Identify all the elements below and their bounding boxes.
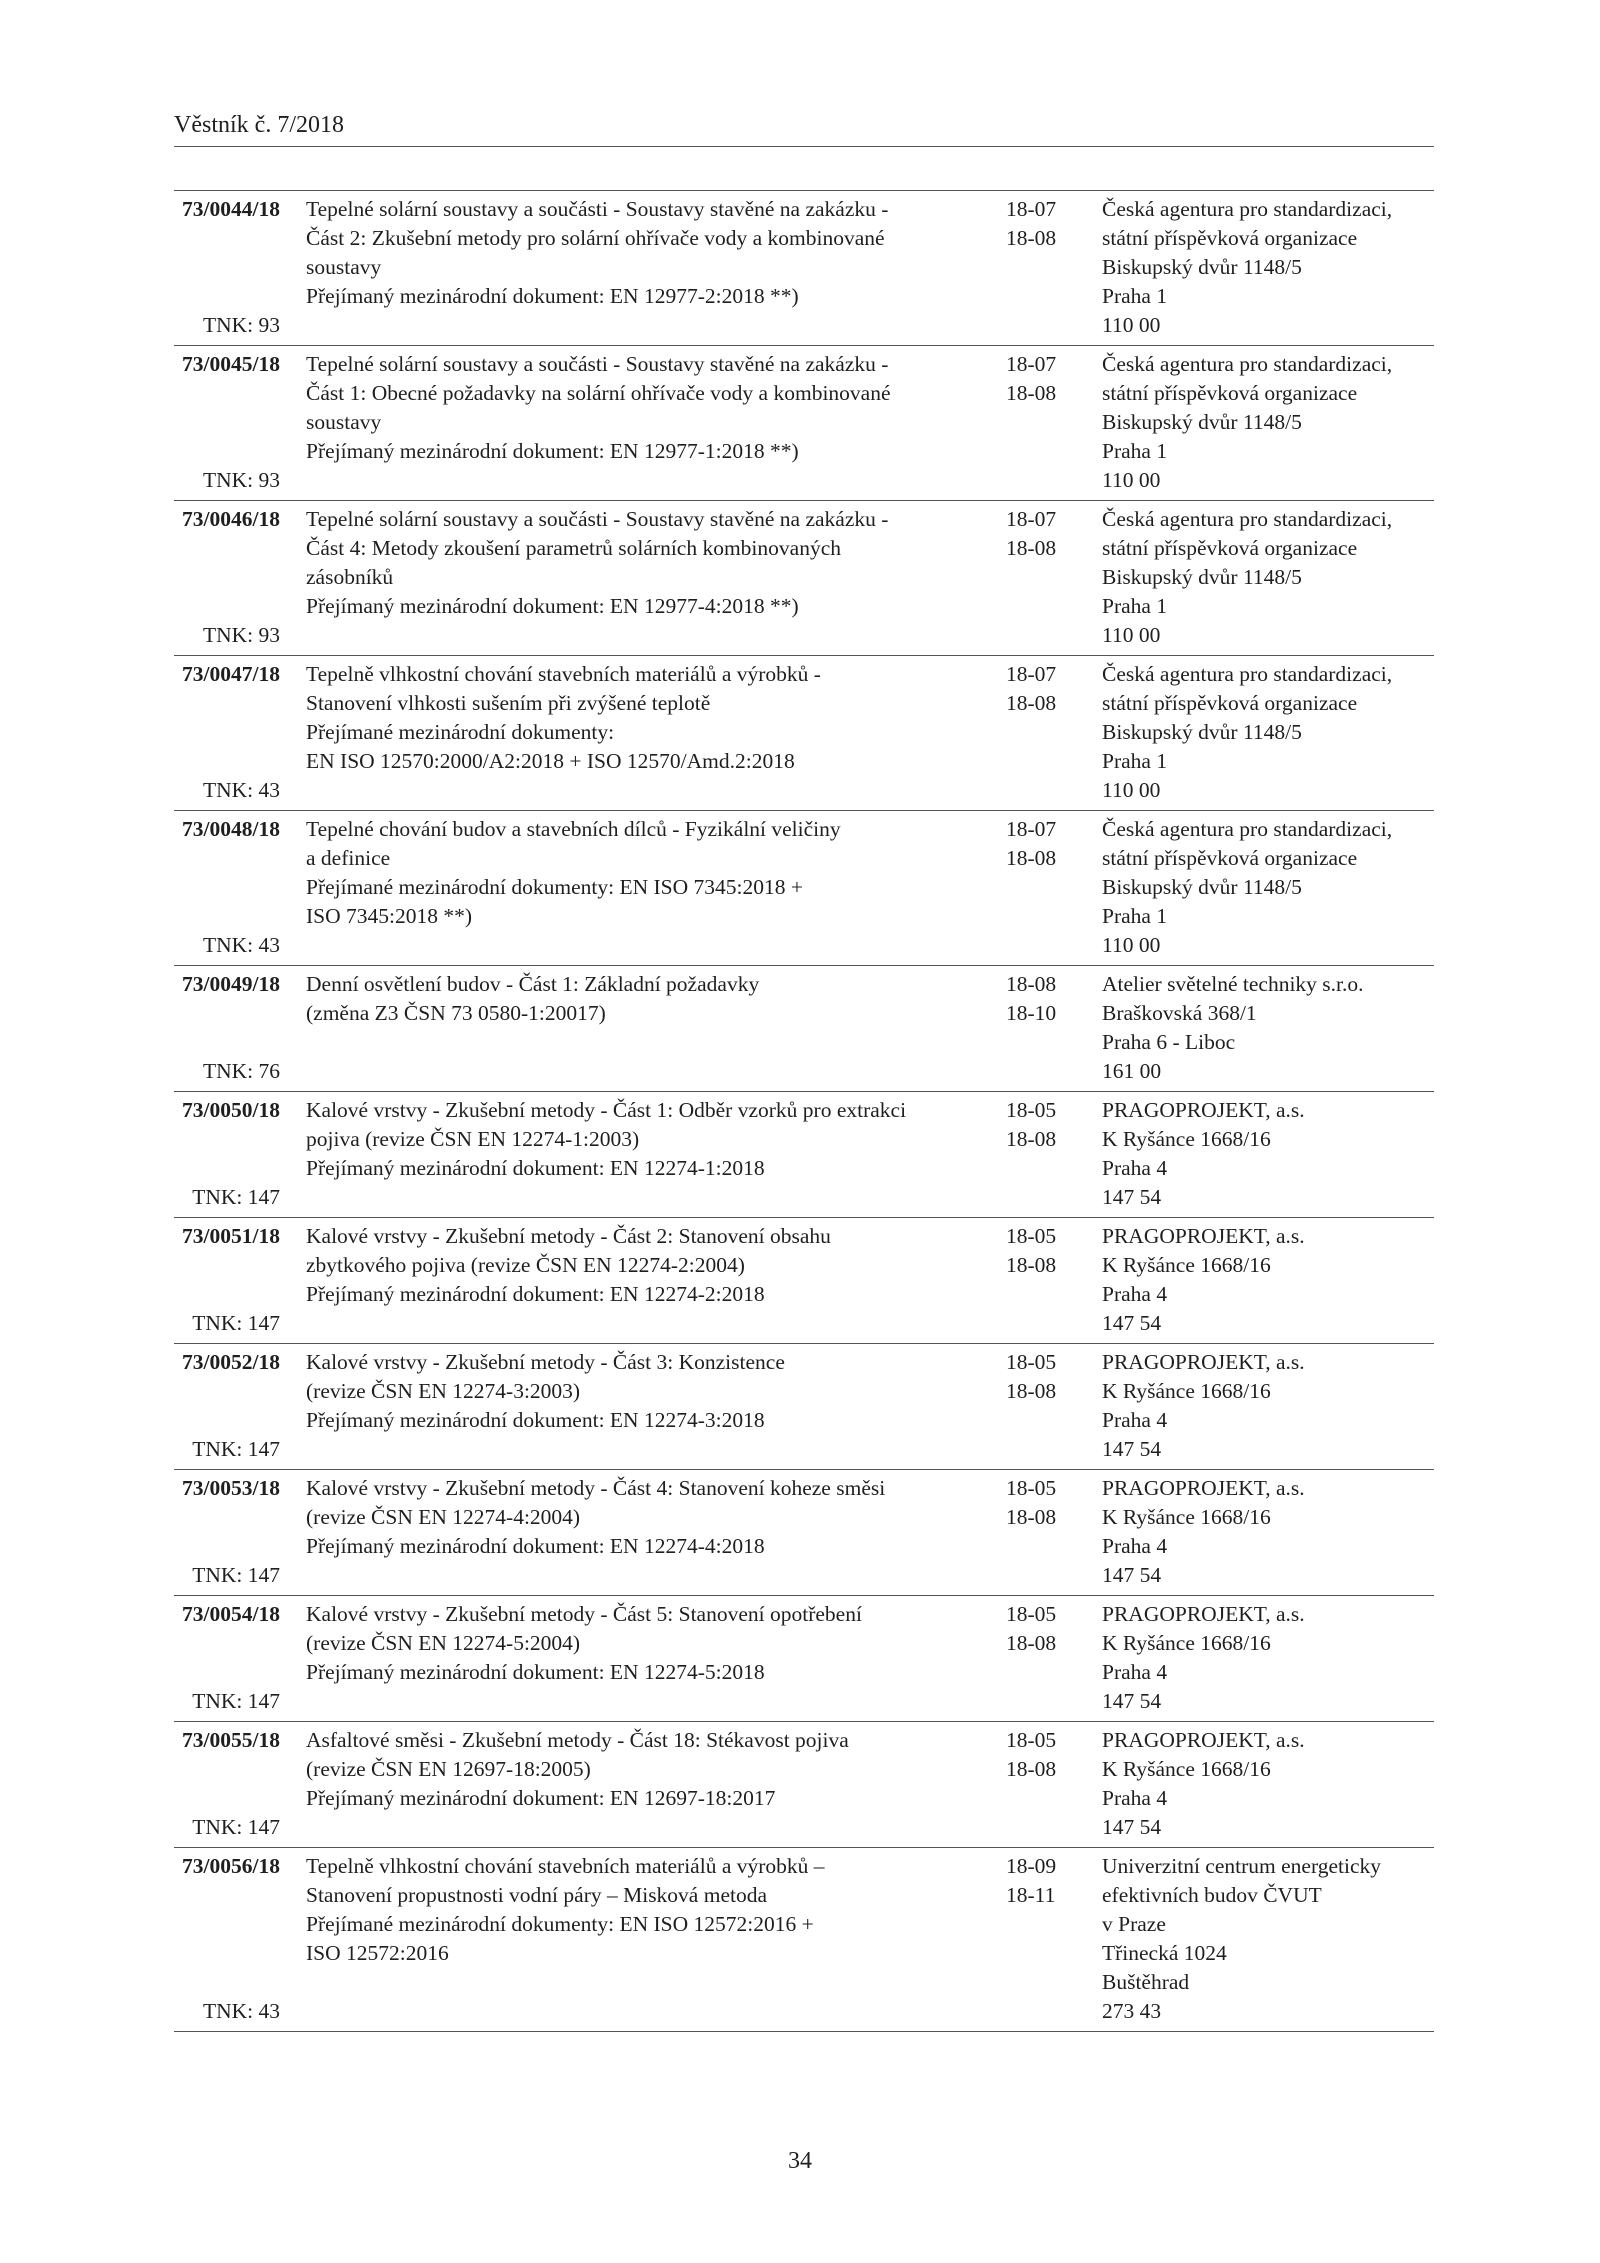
entry-tnk: TNK: 93 — [202, 468, 280, 492]
table-row — [174, 501, 1434, 656]
entry-organization-line: Univerzitní centrum energeticky — [1102, 1854, 1381, 1878]
entry-date: 18-09 — [1006, 1854, 1057, 1878]
entry-title-line: zásobníků — [306, 565, 394, 589]
entry-title — [294, 1222, 994, 1338]
entry-organization-line: 147 54 — [1102, 1185, 1162, 1209]
entry-title — [294, 350, 994, 495]
table-row — [174, 346, 1434, 501]
entry-title-line: Tepelně vlhkostní chování stavebních materiálů a výrobků - — [306, 662, 821, 686]
entry-organization-line: K Ryšánce 1668/16 — [1102, 1505, 1271, 1529]
entry-organization — [1090, 1222, 1434, 1338]
entry-organization-line: PRAGOPROJEKT, a.s. — [1102, 1476, 1305, 1500]
entry-number: 73/0046/18 — [182, 507, 280, 531]
entry-dates — [994, 505, 1090, 650]
entry-organization-line: Praha 1 — [1102, 439, 1168, 463]
entry-date: 18-08 — [1006, 846, 1057, 870]
entry-title-line: Asfaltové směsi - Zkušební metody - Část 18: Stékavost pojiva — [306, 1728, 849, 1752]
entry-title-line: zbytkového pojiva (revize ČSN EN 12274-2:2004) — [306, 1253, 745, 1277]
entry-title-line: Část 4: Metody zkoušení parametrů solárních kombinovaných — [306, 536, 841, 560]
entry-organization-line: PRAGOPROJEKT, a.s. — [1102, 1224, 1305, 1248]
entry-title-line: EN ISO 12570:2000/A2:2018 + ISO 12570/Amd.2:2018 — [306, 749, 795, 773]
entry-date: 18-08 — [1006, 1631, 1057, 1655]
entry-title-line: Denní osvětlení budov - Část 1: Základní požadavky — [306, 972, 760, 996]
entry-tnk: TNK: 43 — [202, 1999, 280, 2023]
table-row — [174, 656, 1434, 811]
entry-date: 18-08 — [1006, 1505, 1057, 1529]
entry-number: 73/0048/18 — [182, 817, 280, 841]
entry-date: 18-11 — [1006, 1883, 1056, 1907]
entry-date: 18-08 — [1006, 1253, 1057, 1277]
table-row — [174, 1722, 1434, 1848]
entry-id-column — [174, 1600, 294, 1716]
entry-organization-line: 110 00 — [1102, 933, 1161, 957]
entry-organization — [1090, 505, 1434, 650]
entry-organization-line: K Ryšánce 1668/16 — [1102, 1127, 1271, 1151]
entry-title-line: Přejímaný mezinárodní dokument: EN 12274-2:2018 — [306, 1282, 765, 1306]
entry-organization-line: 110 00 — [1102, 468, 1161, 492]
entry-tnk: TNK: 147 — [192, 1815, 280, 1839]
entry-dates — [994, 1474, 1090, 1590]
entry-tnk: TNK: 93 — [202, 623, 280, 647]
entry-date: 18-08 — [1006, 1757, 1057, 1781]
entry-number: 73/0049/18 — [182, 972, 280, 996]
entry-organization-line: Česká agentura pro standardizaci, — [1102, 197, 1393, 221]
entry-title-line: Tepelné chování budov a stavebních dílců - Fyzikální veličiny — [306, 817, 841, 841]
entry-organization-line: 110 00 — [1102, 313, 1161, 337]
entry-organization-line: PRAGOPROJEKT, a.s. — [1102, 1350, 1305, 1374]
entry-organization-line: Česká agentura pro standardizaci, — [1102, 352, 1393, 376]
entry-date: 18-05 — [1006, 1728, 1057, 1752]
entry-date: 18-07 — [1006, 817, 1057, 841]
entry-organization-line: Biskupský dvůr 1148/5 — [1102, 875, 1302, 899]
entry-organization-line: Praha 4 — [1102, 1156, 1168, 1180]
entry-title-line: Přejímaný mezinárodní dokument: EN 12274-4:2018 — [306, 1534, 765, 1558]
entry-organization-line: 147 54 — [1102, 1311, 1162, 1335]
entry-title-line: Tepelné solární soustavy a součásti - Soustavy stavěné na zakázku - — [306, 507, 889, 531]
entry-organization-line: 147 54 — [1102, 1689, 1162, 1713]
entry-organization — [1090, 1474, 1434, 1590]
entry-number: 73/0053/18 — [182, 1476, 280, 1500]
entry-dates — [994, 1600, 1090, 1716]
entry-title-line: Kalové vrstvy - Zkušební metody - Část 5: Stanovení opotřebení — [306, 1602, 862, 1626]
entry-dates — [994, 1222, 1090, 1338]
entry-date: 18-08 — [1006, 972, 1057, 996]
entry-number: 73/0044/18 — [182, 197, 280, 221]
entry-dates — [994, 1726, 1090, 1842]
entry-id-column — [174, 1726, 294, 1842]
entry-title-line: Přejímaný mezinárodní dokument: EN 12274-5:2018 — [306, 1660, 765, 1684]
entry-dates — [994, 1852, 1090, 2026]
entry-organization-line: Biskupský dvůr 1148/5 — [1102, 720, 1302, 744]
table-row — [174, 811, 1434, 966]
entry-title-line: Přejímaný mezinárodní dokument: EN 12274-3:2018 — [306, 1408, 765, 1432]
entry-title — [294, 1348, 994, 1464]
entry-title-line: Část 1: Obecné požadavky na solární ohřívače vody a kombinované — [306, 381, 891, 405]
entry-organization — [1090, 660, 1434, 805]
entry-number: 73/0045/18 — [182, 352, 280, 376]
entry-title-line: Přejímaný mezinárodní dokument: EN 12697-18:2017 — [306, 1786, 776, 1810]
entry-organization — [1090, 1096, 1434, 1212]
entry-dates — [994, 970, 1090, 1086]
table-row — [174, 1092, 1434, 1218]
entry-title-line: Tepelné solární soustavy a součásti - Soustavy stavěné na zakázku - — [306, 197, 889, 221]
entry-number: 73/0051/18 — [182, 1224, 280, 1248]
entry-tnk: TNK: 147 — [192, 1437, 280, 1461]
table-row — [174, 191, 1434, 346]
entry-organization-line: Biskupský dvůr 1148/5 — [1102, 410, 1302, 434]
entry-organization-line: PRAGOPROJEKT, a.s. — [1102, 1728, 1305, 1752]
entry-title-line: ISO 7345:2018 **) — [306, 904, 473, 928]
entry-title-line: Stanovení vlhkosti sušením při zvýšené teplotě — [306, 691, 711, 715]
entry-organization-line: Praha 1 — [1102, 749, 1168, 773]
entry-title-line: Přejímané mezinárodní dokumenty: EN ISO 7345:2018 + — [306, 875, 803, 899]
entry-dates — [994, 195, 1090, 340]
entry-number: 73/0050/18 — [182, 1098, 280, 1122]
entry-organization-line: K Ryšánce 1668/16 — [1102, 1253, 1271, 1277]
entry-date: 18-08 — [1006, 226, 1057, 250]
entry-number: 73/0052/18 — [182, 1350, 280, 1374]
entry-tnk: TNK: 147 — [192, 1311, 280, 1335]
entry-title — [294, 1096, 994, 1212]
entry-id-column — [174, 970, 294, 1086]
entry-organization-line: 147 54 — [1102, 1437, 1162, 1461]
entry-tnk: TNK: 43 — [202, 933, 280, 957]
entry-organization-line: státní příspěvková organizace — [1102, 691, 1358, 715]
entry-date: 18-07 — [1006, 507, 1057, 531]
entry-organization-line: Praha 1 — [1102, 594, 1168, 618]
entry-title — [294, 1852, 994, 2026]
entry-organization-line: 147 54 — [1102, 1815, 1162, 1839]
entry-organization-line: státní příspěvková organizace — [1102, 381, 1358, 405]
entry-date: 18-07 — [1006, 352, 1057, 376]
entry-dates — [994, 350, 1090, 495]
entry-organization-line: Praha 1 — [1102, 284, 1168, 308]
entry-id-column — [174, 660, 294, 805]
entry-title-line: (revize ČSN EN 12274-3:2003) — [306, 1379, 581, 1403]
entry-title-line: Část 2: Zkušební metody pro solární ohřívače vody a kombinované — [306, 226, 885, 250]
entry-date: 18-07 — [1006, 197, 1057, 221]
entry-organization-line: 273 43 — [1102, 1999, 1162, 2023]
entry-title-line: Přejímaný mezinárodní dokument: EN 12977-2:2018 **) — [306, 284, 799, 308]
entry-title-line: Kalové vrstvy - Zkušební metody - Část 3: Konzistence — [306, 1350, 785, 1374]
entry-organization-line: Česká agentura pro standardizaci, — [1102, 662, 1393, 686]
entry-organization-line: v Praze — [1102, 1912, 1166, 1936]
entry-organization-line: K Ryšánce 1668/16 — [1102, 1757, 1271, 1781]
entry-organization-line: efektivních budov ČVUT — [1102, 1883, 1322, 1907]
entry-tnk: TNK: 43 — [202, 778, 280, 802]
table-row — [174, 1848, 1434, 2032]
entry-date: 18-10 — [1006, 1001, 1057, 1025]
entry-title-line: soustavy — [306, 255, 382, 279]
entry-organization-line: Česká agentura pro standardizaci, — [1102, 507, 1393, 531]
entry-title-line: (změna Z3 ČSN 73 0580-1:20017) — [306, 1001, 606, 1025]
entry-title — [294, 660, 994, 805]
entry-id-column — [174, 505, 294, 650]
entry-id-column — [174, 1348, 294, 1464]
entry-organization-line: 161 00 — [1102, 1059, 1162, 1083]
entry-date: 18-05 — [1006, 1098, 1057, 1122]
entry-organization-line: Atelier světelné techniky s.r.o. — [1102, 972, 1364, 996]
entry-organization — [1090, 970, 1434, 1086]
entry-organization-line: Praha 4 — [1102, 1786, 1168, 1810]
entry-tnk: TNK: 147 — [192, 1185, 280, 1209]
entry-date: 18-05 — [1006, 1476, 1057, 1500]
entry-organization-line: PRAGOPROJEKT, a.s. — [1102, 1602, 1305, 1626]
entry-title-line: (revize ČSN EN 12697-18:2005) — [306, 1757, 591, 1781]
entry-organization-line: Praha 4 — [1102, 1660, 1168, 1684]
entry-title-line: a definice — [306, 846, 391, 870]
entry-tnk: TNK: 147 — [192, 1563, 280, 1587]
entry-organization — [1090, 1600, 1434, 1716]
entry-title — [294, 815, 994, 960]
entry-title — [294, 1474, 994, 1590]
entry-date: 18-05 — [1006, 1350, 1057, 1374]
entry-title-line: Stanovení propustnosti vodní páry – Misková metoda — [306, 1883, 768, 1907]
entry-organization-line: 110 00 — [1102, 623, 1161, 647]
entry-title-line: Kalové vrstvy - Zkušební metody - Část 2: Stanovení obsahu — [306, 1224, 831, 1248]
entry-dates — [994, 815, 1090, 960]
entry-title — [294, 195, 994, 340]
entry-title-line: Přejímaný mezinárodní dokument: EN 12977-4:2018 **) — [306, 594, 799, 618]
entry-title-line: Přejímaný mezinárodní dokument: EN 12274-1:2018 — [306, 1156, 765, 1180]
entry-date: 18-08 — [1006, 536, 1057, 560]
entry-organization — [1090, 195, 1434, 340]
page-header — [174, 110, 1434, 147]
entry-title — [294, 1600, 994, 1716]
entry-tnk: TNK: 76 — [202, 1059, 280, 1083]
entry-title-line: ISO 12572:2016 — [306, 1941, 449, 1965]
page-header-title: Věstník č. 7/2018 — [174, 112, 344, 138]
entry-title-line: Přejímané mezinárodní dokumenty: EN ISO 12572:2016 + — [306, 1912, 814, 1936]
entry-title — [294, 1726, 994, 1842]
entry-title-line: Tepelně vlhkostní chování stavebních materiálů a výrobků – — [306, 1854, 825, 1878]
entry-id-column — [174, 1474, 294, 1590]
entry-organization — [1090, 1348, 1434, 1464]
entry-organization-line: Praha 6 - Liboc — [1102, 1030, 1236, 1054]
entry-dates — [994, 1096, 1090, 1212]
table-row — [174, 966, 1434, 1092]
entry-number: 73/0054/18 — [182, 1602, 280, 1626]
entry-date: 18-05 — [1006, 1602, 1057, 1626]
entry-title-line: pojiva (revize ČSN EN 12274-1:2003) — [306, 1127, 640, 1151]
entry-organization-line: Třinecká 1024 — [1102, 1941, 1227, 1965]
entry-date: 18-08 — [1006, 1379, 1057, 1403]
entry-organization-line: Braškovská 368/1 — [1102, 1001, 1257, 1025]
entry-title-line: Přejímané mezinárodní dokumenty: — [306, 720, 615, 744]
entry-tnk: TNK: 147 — [192, 1689, 280, 1713]
entry-title-line: (revize ČSN EN 12274-4:2004) — [306, 1505, 581, 1529]
entry-organization — [1090, 1852, 1434, 2026]
entry-title-line: Tepelné solární soustavy a součásti - Soustavy stavěné na zakázku - — [306, 352, 889, 376]
entry-title-line: Kalové vrstvy - Zkušební metody - Část 4: Stanovení koheze směsi — [306, 1476, 886, 1500]
entry-number: 73/0055/18 — [182, 1728, 280, 1752]
entry-number: 73/0047/18 — [182, 662, 280, 686]
entry-organization-line: Praha 1 — [1102, 904, 1168, 928]
entry-organization-line: Biskupský dvůr 1148/5 — [1102, 565, 1302, 589]
entry-organization — [1090, 350, 1434, 495]
table-row — [174, 1470, 1434, 1596]
entry-organization — [1090, 1726, 1434, 1842]
entry-organization-line: Praha 4 — [1102, 1408, 1168, 1432]
entry-title — [294, 505, 994, 650]
table-row — [174, 1344, 1434, 1470]
entry-tnk: TNK: 93 — [202, 313, 280, 337]
entry-title-line: Kalové vrstvy - Zkušební metody - Část 1: Odběr vzorků pro extrakci — [306, 1098, 907, 1122]
entry-organization-line: PRAGOPROJEKT, a.s. — [1102, 1098, 1305, 1122]
entry-organization — [1090, 815, 1434, 960]
entry-organization-line: Praha 4 — [1102, 1534, 1168, 1558]
entry-date: 18-08 — [1006, 381, 1057, 405]
entry-number: 73/0056/18 — [182, 1854, 280, 1878]
table-row — [174, 1596, 1434, 1722]
standards-table — [174, 190, 1434, 2032]
page-number: 34 — [788, 2148, 812, 2174]
table-row — [174, 1218, 1434, 1344]
entry-date: 18-08 — [1006, 691, 1057, 715]
entry-id-column — [174, 1852, 294, 2026]
entry-title-line: soustavy — [306, 410, 382, 434]
entry-organization-line: Praha 4 — [1102, 1282, 1168, 1306]
entry-date: 18-07 — [1006, 662, 1057, 686]
entry-id-column — [174, 1096, 294, 1212]
entry-organization-line: státní příspěvková organizace — [1102, 226, 1358, 250]
entry-organization-line: Česká agentura pro standardizaci, — [1102, 817, 1393, 841]
entry-title-line: (revize ČSN EN 12274-5:2004) — [306, 1631, 581, 1655]
entry-id-column — [174, 815, 294, 960]
entry-dates — [994, 660, 1090, 805]
entry-date: 18-08 — [1006, 1127, 1057, 1151]
entry-title — [294, 970, 994, 1086]
entry-organization-line: K Ryšánce 1668/16 — [1102, 1379, 1271, 1403]
entry-id-column — [174, 195, 294, 340]
entry-id-column — [174, 350, 294, 495]
entry-organization-line: 147 54 — [1102, 1563, 1162, 1587]
entry-organization-line: státní příspěvková organizace — [1102, 536, 1358, 560]
entry-dates — [994, 1348, 1090, 1464]
entry-organization-line: Biskupský dvůr 1148/5 — [1102, 255, 1302, 279]
entry-organization-line: 110 00 — [1102, 778, 1161, 802]
entry-organization-line: Buštěhrad — [1102, 1970, 1190, 1994]
entry-organization-line: K Ryšánce 1668/16 — [1102, 1631, 1271, 1655]
entry-id-column — [174, 1222, 294, 1338]
entry-date: 18-05 — [1006, 1224, 1057, 1248]
entry-title-line: Přejímaný mezinárodní dokument: EN 12977-1:2018 **) — [306, 439, 799, 463]
entry-organization-line: státní příspěvková organizace — [1102, 846, 1358, 870]
